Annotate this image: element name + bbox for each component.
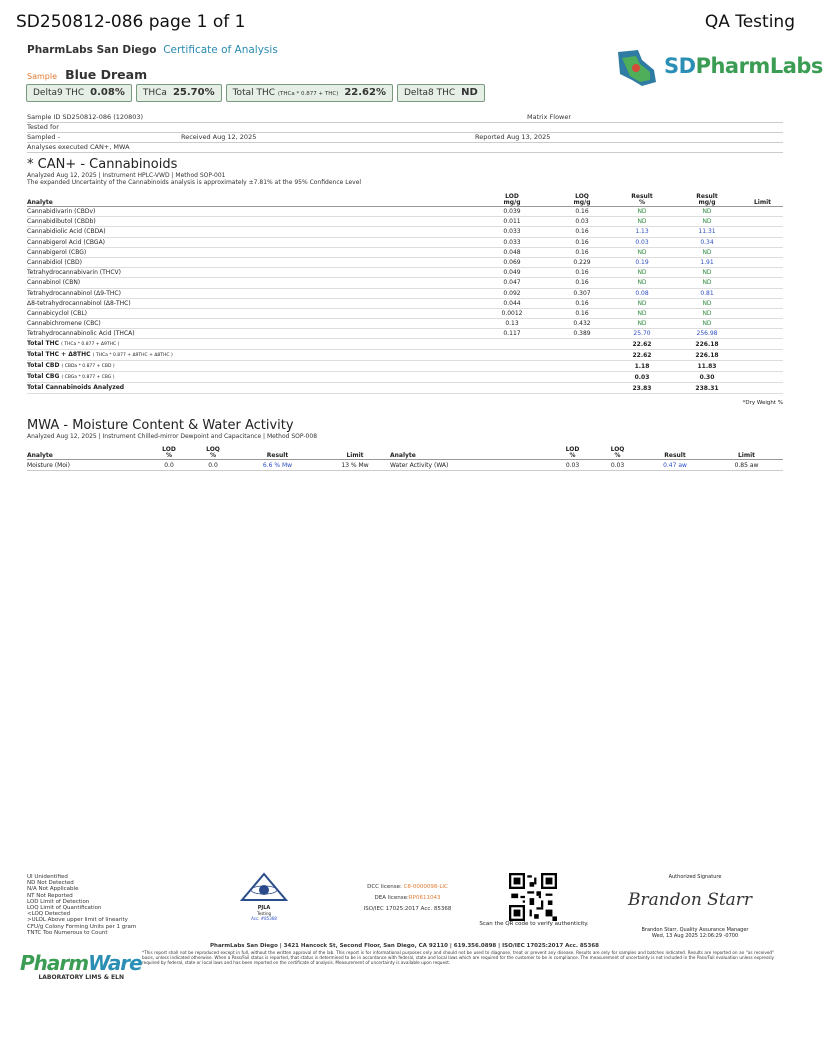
badge-sub: (THCa * 0.877 + THC) [277,91,339,97]
dry-weight-note: *Dry Weight % [742,400,783,406]
signature-caption: Brandon Starr, Quality Assurance Manager Wed, 13 Aug 2025 12:06:29 -0700 [641,927,749,939]
analyses: Analyses executed CAN+, MWA [27,143,130,151]
table-row: Cannabinol (CBN) 0.047 0.16 ND ND [27,278,783,288]
california-map-icon [612,44,668,90]
mwa-col-loq2: LOQ % [595,447,640,460]
badge-value: 22.62% [344,87,386,98]
mwa-col-loq: LOQ % [191,447,235,460]
footer-disclaimer: *This report shall not be reproduced except in full, without the written approval of the lab. This report is for informational purposes only and should not be used to diagnose, treat or prevent any disease. Results are only for samples and batches indicated. Results are reported on an "as received" basis, unless indicated otherwise. When a Pass/Fail status is reported, that status is determined to be in accordance with federal, state and local laws which are required for the customer to be in compliance. The measurement of uncertainty is not included in the Pass/Fail evaluation unless expressly required by federal, state or local laws and has been reported on the certificate of analysis. Measurement of uncertainty is available upon request. [142,950,774,965]
pharmware-logo: PharmWare LABORATORY LIMS & ELN [20,951,142,981]
table-row: Cannabichromene (CBC) 0.13 0.432 ND ND [27,319,783,329]
lab-name: PharmLabs San Diego [27,44,157,56]
legend-item: LOD Limit of Detection [27,898,90,905]
table-row: Cannabigerol Acid (CBGA) 0.033 0.16 0.03 0.34 [27,237,783,247]
doc-type: Certificate of Analysis [163,44,278,56]
badge-value: 0.08% [90,87,125,98]
legend-item: LOQ Limit of Quantification [27,905,102,912]
pjla-acc: Acc. #85368 [251,916,277,921]
abbreviation-legend [27,874,136,936]
legend-item: CFU/g Colony Forming Units per 1 gram [27,923,137,930]
table-row: Tetrahydrocannabinolic Acid (THCA) 0.117 0.389 25.70 256.98 [27,329,783,339]
badge-label: Total THC [232,88,276,98]
col-loq: LOQ mg/g [552,192,612,207]
sampled: Sampled - [27,133,60,141]
reported: Reported Aug 13, 2025 [475,133,551,141]
badge-total-thc [226,84,393,102]
header-right: QA Testing [704,12,795,32]
can-sub1: Analyzed Aug 12, 2025 | Instrument HPLC-VWD | Method SOP-001 [27,172,226,179]
badge-label: THCa [142,88,167,98]
sample-meta [27,113,783,153]
mwa-header [27,418,317,440]
mwa-col-lod: LOD % [147,447,191,460]
mwa-title: MWA - Moisture Content & Water Activity [27,418,294,433]
mwa-col-result: Result [235,447,320,460]
table-row: Moisture (Moi) 0.0 0.0 6.6 % Mw 13 % Mw Water Activity (WA) 0.03 0.03 0.47 aw 0.85 aw [27,460,783,471]
mwa-col-analyte2: Analyte [390,447,550,460]
summary-badges [26,84,485,102]
legend-item: TNTC Too Numerous to Count [27,929,108,936]
legend-item: ND Not Detected [27,880,74,887]
cannabinoid-table [27,192,783,394]
badge-thca [136,84,222,102]
tested-for: Tested for [27,123,59,131]
sample-line [27,64,147,83]
col-lod: LOD mg/g [472,192,552,207]
can-title: * CAN+ - Cannabinoids [27,157,178,172]
badge-delta9 [26,84,132,102]
legend-item: NT Not Reported [27,892,73,899]
badge-delta8 [397,84,485,102]
total-row: Total CBD ( CBDa * 0.877 + CBD ) 1.18 11.83 [27,361,783,372]
badge-value: ND [461,87,478,98]
logo-text: SDPharmLabs [664,54,823,78]
lab-line [27,44,278,56]
mwa-col-result2: Result [640,447,710,460]
legend-item: >ULOL Above upper limit of linearity [27,917,128,924]
mwa-col-lod2: LOD % [550,447,595,460]
total-row: Total THC + Δ8THC ( THCa * 0.877 + Δ9THC + Δ8THC ) 22.62 226.18 [27,350,783,361]
table-row: Cannabidiolic Acid (CBDA) 0.033 0.16 1.13 11.31 [27,227,783,237]
total-row: Total CBG ( CBGa * 0.877 + CBG ) 0.03 0.30 [27,372,783,383]
footer-address: PharmLabs San Diego | 3421 Hancock St, Second Floor, San Diego, CA 92110 | 619.356.0898 | ISO/IEC 17025:2017 Acc. 85368 [210,943,599,949]
table-row: Δ8-tetrahydrocannabinol (Δ8-THC) 0.044 0.16 ND ND [27,298,783,308]
qr-caption: Scan the QR code to verify authenticity. [479,921,589,927]
mwa-sub: Analyzed Aug 12, 2025 | Instrument Chilled-mirror Dewpoint and Capacitance | Method SOP-008 [27,433,318,440]
badge-label: Delta9 THC [33,88,85,98]
pjla-sub: Testing [256,911,272,916]
license-block: DCC license: C8-0000098-LIC DEA license:RP0611043 ISO/IEC 17025:2017 Acc. 85368 [363,884,452,912]
mwa-col-limit2: Limit [710,447,783,460]
total-row: Total Cannabinoids Analyzed 23.83 238.31 [27,383,783,394]
table-row: Tetrahydrocannabivarin (THCV) 0.049 0.16 ND ND [27,268,783,278]
table-row: Cannabigerol (CBG) 0.048 0.16 ND ND [27,247,783,257]
signature-header: Authorized Signature [668,874,722,880]
table-row: Cannabidibutol (CBDb) 0.011 0.03 ND ND [27,217,783,227]
pjla-name: PJLA [257,905,271,911]
pjla-triangle-icon [238,872,290,902]
sample-id: Sample ID SD250812-086 (120803) [27,113,144,121]
badge-label: Delta8 THC [404,88,456,98]
col-analyte: Analyte [27,192,472,207]
legend-item: <LOQ Detected [27,911,71,918]
qr-code-icon[interactable] [509,873,557,921]
sample-label: Sample [27,72,57,81]
col-result-pct: Result % [612,192,672,207]
table-row: Cannabidivarin (CBDv) 0.039 0.16 ND ND [27,207,783,217]
sdpharmlabs-logo [612,44,823,90]
total-row: Total THC ( THCa * 0.877 + Δ9THC ) 22.62 226.18 [27,339,783,350]
table-row: Tetrahydrocannabinol (Δ9-THC) 0.092 0.307 0.08 0.81 [27,288,783,298]
table-row: Cannabicyclol (CBL) 0.0012 0.16 ND ND [27,308,783,318]
received: Received Aug 12, 2025 [181,133,257,141]
sample-name: Blue Dream [65,67,148,82]
mwa-col-limit: Limit [320,447,390,460]
signature-script: Brandon Starr [628,890,753,910]
badge-value: 25.70% [172,87,215,98]
legend-item: UI Unidentified [27,874,68,880]
mwa-table [27,447,783,471]
col-limit: Limit [742,192,783,207]
can-sub2: The expanded Uncertainty of the Cannabinoids analysis is approximately ±7.81% at the 95% Confidence Level [27,179,362,186]
page-title: SD250812-086 page 1 of 1 [16,12,246,32]
can-header [27,157,361,186]
mwa-col-analyte: Analyte [27,447,147,460]
pjla-logo [238,872,290,921]
table-row: Cannabidiol (CBD) 0.069 0.229 0.19 1.91 [27,257,783,267]
matrix: Matrix Flower [527,113,572,121]
col-result-mg: Result mg/g [672,192,742,207]
legend-item: N/A Not Applicable [27,886,79,893]
